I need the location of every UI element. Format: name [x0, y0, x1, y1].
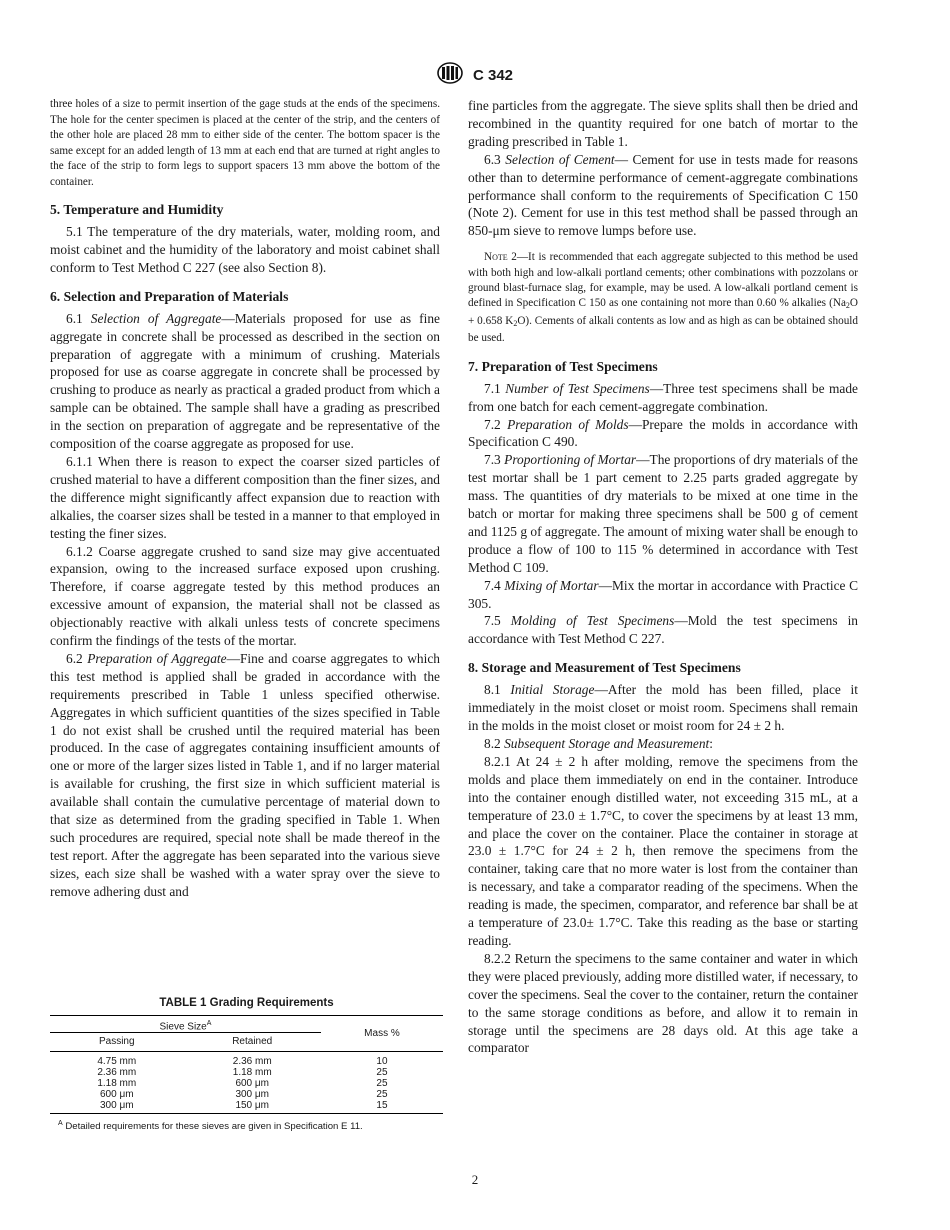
- intro-paragraph: three holes of a size to permit insertion of the gage studs at the ends of the specimens. The hole for the center specimen is placed at the center of the strip, and the centers of the other hole are placed 28 mm to either side of the center. The bottom spacer is the same except for an added length of 13 mm at each end that are turned at right angles to the face of the strip to form legs to support spacers 13 mm above the bottom of the container.: [50, 98, 440, 188]
- table-row: 4.75 mm 2.36 mm 10: [97, 1056, 388, 1068]
- paragraph-8-2-1: 8.2.1 At 24 ± 2 h after molding, remove the specimens from the molds and place them immediately on end in the container. Introduce into the container enough distilled water, not exceeding 315 mL, at a temperature of 23.0 ± 1.7°C, to cover the specimens by at least 13 mm, and place the cover on the container. Place the container in storage at 23.0 ± 1.7°C for 24 ± 2 h, then remove the specimens from the container, taking care that no more water is lost from the container than is necessary, and take a comparator reading of the specimens. When the reading is made, the specimen, comparator, and reference bar shall be at a temperature of 23.0± 1.7°C. Take this reading as the base or starting reading.: [468, 753, 858, 948]
- page-number: 2: [471, 1172, 479, 1187]
- paragraph-6-1: 6.1 Selection of Aggregate—Materials proposed for use as fine aggregate in concrete shall be processed as described in the section on preparation of aggregate with a minimum of crushing. Materials proposed for use as coarse aggregate in concrete shall be processed by crushing to produce as nearly as practical a graded product from which a sample can be obtained. The sample shall have a grading as prescribed in the section on preparation of aggregate and be representative of the composition of the coarse aggregate as proposed for use.: [50, 310, 440, 452]
- table-row: 2.36 mm 1.18 mm 25: [97, 1067, 388, 1079]
- paragraph-6-2: 6.2 Preparation of Aggregate—Fine and coarse aggregates to which this test method is applied shall be graded in accordance with the requirements prescribed in Table 1 unless specified otherwise. Aggregates in which sufficient quantities of the sizes specified in Table 1 do not exist shall be crushed until the required material has been produced. In the case of aggregates containing insufficient amounts of one or more of the larger sizes listed in Table 1, and if no larger material is available for crushing, the first size in which sufficient material is available shall contain the cumulative percentage of material down to that size as determined from the grading specified in Table 1. When such procedures are required, special note shall be made thereof in the test report. After the aggregate has been separated into the various sieve sizes, each size shall be washed with a water spray over the sieve to remove adhering dust and: [50, 650, 440, 899]
- left-column: [50, 97, 440, 901]
- paragraph-7-3: 7.3 Proportioning of Mortar—The proportions of dry materials of the test mortar shall be 1 part cement to 2.25 parts graded aggregate by mass. The quantities of dry materials to be mixed at one time in the batch or mortar for making three specimens shall be 500 g of cement and 1125 g of aggregate. The amount of mixing water shall be enough to produce a flow of 100 to 115 % determined in accordance with Test Method C 109.: [468, 452, 858, 575]
- paragraph-8-1: 8.1 Initial Storage—After the mold has been filled, place it immediately in the moist closet or moist room. Specimens shall remain in the molds in the moist closet or moist room for 24 ± 2 h.: [468, 682, 858, 734]
- astm-logo-icon: [437, 62, 463, 89]
- document-code: C 342: [472, 67, 514, 84]
- paragraph-8-2-2: 8.2.2 Return the specimens to the same container and water in which they were placed previously, adding more distilled water, if necessary, to cover the specimens. Seal the cover to the container, return the container to the same storage conditions as before, and allow it to remain in storage until the specimens are 28 days old. At this age take a comparator: [468, 950, 858, 1056]
- paragraph-7-4: 7.4 Mixing of Mortar—Mix the mortar in accordance with Practice C 305.: [468, 577, 859, 611]
- note-2: Note 2—It is recommended that each aggregate subjected to this method be used with both high and low-alkali portland cements; other combinations with pozzolans or ground blast-furnace slag, for example, may be used. A low-alkali portland cement is defined in Specification C 150 as one containing not more than 0.60 % alkalies ($Na_2O + 0.658$ $K_2O$). Cements of alkali contents as low and as high as can be obtained should be used.: [468, 251, 858, 345]
- paragraph-7-2: 7.2 Preparation of Molds—Prepare the molds in accordance with Specification C 490.: [468, 416, 858, 450]
- paragraph-7-1: 7.1 Number of Test Specimens—Three test specimens shall be made from one batch for each cement-aggregate combination.: [468, 380, 858, 414]
- section-7-heading: 7. Preparation of Test Specimens: [468, 358, 658, 374]
- table-row: 1.18 mm 600 μm 25: [97, 1078, 388, 1090]
- table-1: [50, 997, 443, 1133]
- paragraph-6-3: 6.3 Selection of Cement— Cement for use in tests made for reasons other than to determine performance of cement-aggregate combinations performance shall conform to the requirements of Specification C 150 (Note 2). Cement for use in this test method shall be passed through an 850-μm sieve to remove lumps before use.: [468, 151, 859, 239]
- section-8-heading: 8. Storage and Measurement of Test Specimens: [468, 660, 741, 676]
- right-column: [468, 97, 858, 1057]
- section-6-heading: 6. Selection and Preparation of Materials: [50, 288, 289, 304]
- passing-header: Passing: [50, 1033, 184, 1052]
- paragraph-5-1: 5.1 The temperature of the dry materials, water, molding room, and moist cabinet and the humidity of the laboratory and moist cabinet shall conform to Test Method C 227 (see also Section 8).: [50, 224, 440, 275]
- section-5-heading: 5. Temperature and Humidity: [50, 202, 224, 217]
- table-row: 300 μm 150 μm 15: [99, 1100, 388, 1112]
- mass-header: Mass %: [364, 1028, 400, 1040]
- page-header: [0, 62, 950, 89]
- table-title: TABLE 1 Grading Requirements: [159, 997, 334, 1009]
- paragraph-6-1-1: 6.1.1 When there is reason to expect the coarser sized particles of crushed material to have a different composition than the finer sizes, and the difference might significantly affect expansion due to reaction with alkalies, the coarser sizes shall be tested in a manner to that employed in testing the finer sizes.: [50, 453, 440, 541]
- continuation-paragraph: fine particles from the aggregate. The sieve splits shall then be dried and recombined in the quantity required for one batch of mortar to the grading prescribed in Table 1.: [468, 98, 858, 149]
- paragraph-6-1-2: 6.1.2 Coarse aggregate crushed to sand size may give accentuated expansion, owing to the increased surface exposed upon crushing. Therefore, if coarse aggregate tested by this method produces an excessive amount of expansion, the material shall not be classed as objectionably reactive with alkali unless tests of concrete specimens confirm the findings of the tests of the mortar.: [50, 543, 440, 649]
- table-footnote: $^A$ Detailed requirements for these sieves are given in Specification E 11.: [58, 1120, 363, 1133]
- paragraph-8-2: 8.2 Subsequent Storage and Measurement:: [484, 736, 714, 751]
- sieve-size-header: Sieve Size$^A$: [159, 1020, 212, 1033]
- paragraph-7-5: 7.5 Molding of Test Specimens—Mold the test specimens in accordance with Test Method C 227.: [468, 613, 859, 647]
- table-row: 600 μm 300 μm 25: [99, 1089, 388, 1101]
- grading-table: [50, 1015, 443, 1114]
- retained-header: Retained: [184, 1033, 321, 1052]
